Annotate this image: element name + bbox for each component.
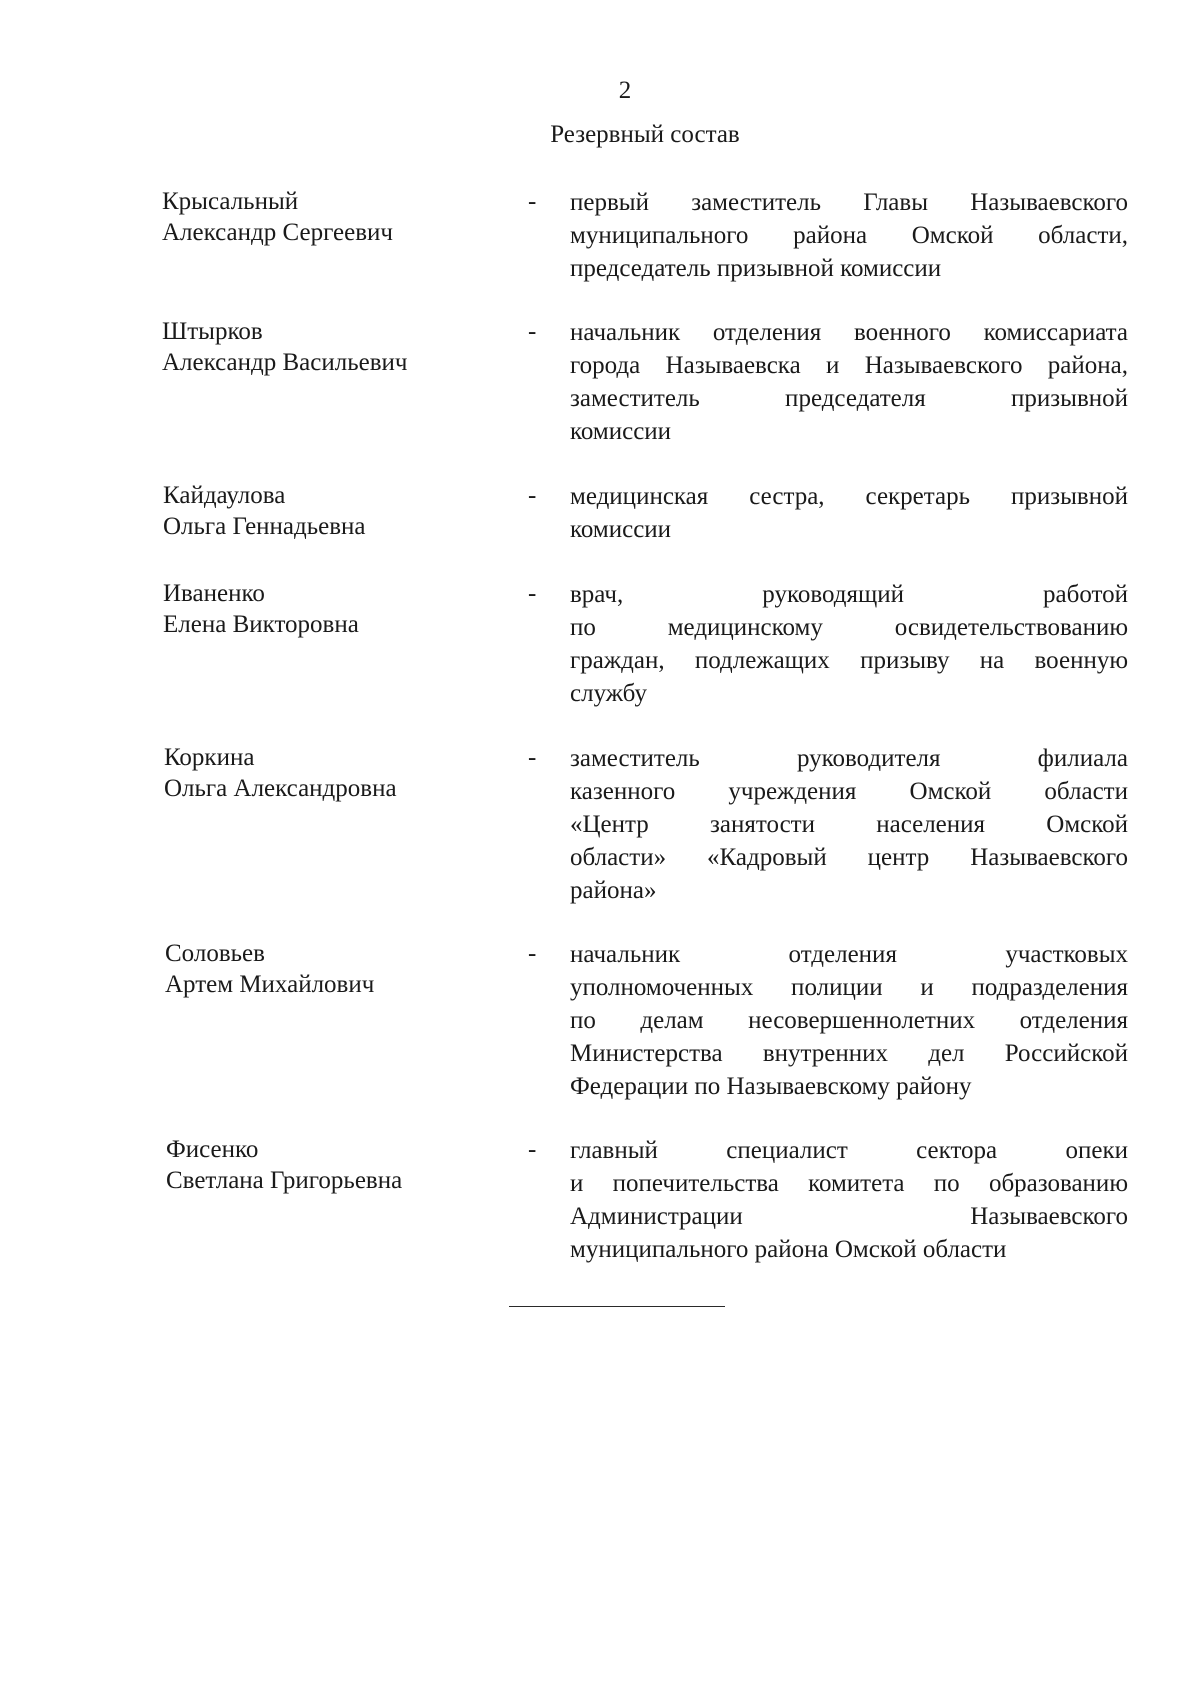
member-role — [570, 186, 1128, 285]
member-role — [570, 742, 1128, 907]
role-line: Федерации по Называевскому району — [570, 1073, 972, 1100]
member-role — [570, 480, 1128, 546]
member-surname: Коркина — [164, 744, 255, 771]
role-line: уполномоченных полиции и подразделения — [570, 974, 1128, 1001]
role-line: заместитель председателя призывной — [570, 385, 1128, 412]
role-line: области» «Кадровый центр Называевского — [570, 844, 1128, 871]
member-name — [165, 938, 495, 1000]
role-line: и попечительства комитета по образованию — [570, 1170, 1128, 1197]
role-line: главный специалист сектора опеки — [570, 1137, 1128, 1164]
role-line: врач, руководящий работой — [570, 581, 1128, 608]
separator-dash: - — [528, 188, 537, 215]
role-line: начальник отделения участковых — [570, 941, 1128, 968]
role-line: медицинская сестра, секретарь призывной — [570, 483, 1128, 510]
role-line: комиссии — [570, 516, 672, 543]
role-line: председатель призывной комиссии — [570, 255, 942, 282]
role-line: по делам несовершеннолетних отделения — [570, 1007, 1128, 1034]
member-role — [570, 316, 1128, 448]
member-surname: Соловьев — [165, 940, 265, 967]
role-line: по медицинскому освидетельствованию — [570, 614, 1128, 641]
role-line: комиссии — [570, 418, 672, 445]
role-line: казенного учреждения Омской области — [570, 778, 1128, 805]
separator-dash: - — [528, 482, 537, 509]
role-line: службу — [570, 680, 647, 707]
member-given-names: Елена Викторовна — [163, 611, 359, 638]
role-line: района» — [570, 877, 657, 904]
separator-dash: - — [528, 1136, 537, 1163]
role-line: граждан, подлежащих призыву на военную — [570, 647, 1128, 674]
role-line: начальник отделения военного комиссариата — [570, 319, 1128, 346]
member-name — [162, 186, 492, 248]
member-surname: Крысальный — [162, 188, 299, 215]
page-number: 2 — [618, 77, 632, 104]
member-name — [164, 742, 494, 804]
role-line: города Называевска и Называевского района, — [570, 352, 1128, 379]
role-line: муниципального района Омской области, — [570, 222, 1128, 249]
member-given-names: Ольга Геннадьевна — [163, 513, 366, 540]
member-given-names: Артем Михайлович — [165, 971, 375, 998]
member-name — [166, 1134, 496, 1196]
member-given-names: Ольга Александровна — [164, 775, 397, 802]
closing-rule — [509, 1306, 725, 1307]
member-given-names: Светлана Григорьевна — [166, 1167, 403, 1194]
role-line: муниципального района Омской области — [570, 1236, 1007, 1263]
role-line: Министерства внутренних дел Российской — [570, 1040, 1128, 1067]
separator-dash: - — [528, 744, 537, 771]
member-role — [570, 1134, 1128, 1266]
separator-dash: - — [528, 580, 537, 607]
role-line: первый заместитель Главы Называевского — [570, 189, 1128, 216]
role-line: Администрации Называевского — [570, 1203, 1128, 1230]
separator-dash: - — [528, 940, 537, 967]
member-surname: Иваненко — [163, 580, 265, 607]
member-given-names: Александр Сергеевич — [162, 219, 393, 246]
role-line: «Центр занятости населения Омской — [570, 811, 1128, 838]
member-name — [163, 480, 493, 542]
member-name — [163, 578, 493, 640]
separator-dash: - — [528, 318, 537, 345]
member-surname: Кайдаулова — [163, 482, 286, 509]
member-surname: Фисенко — [166, 1136, 259, 1163]
member-role — [570, 938, 1128, 1103]
member-given-names: Александр Васильевич — [162, 349, 408, 376]
section-title: Резервный состав — [550, 121, 740, 148]
member-name — [162, 316, 492, 378]
member-role — [570, 578, 1128, 710]
member-surname: Штырков — [162, 318, 263, 345]
role-line: заместитель руководителя филиала — [570, 745, 1128, 772]
